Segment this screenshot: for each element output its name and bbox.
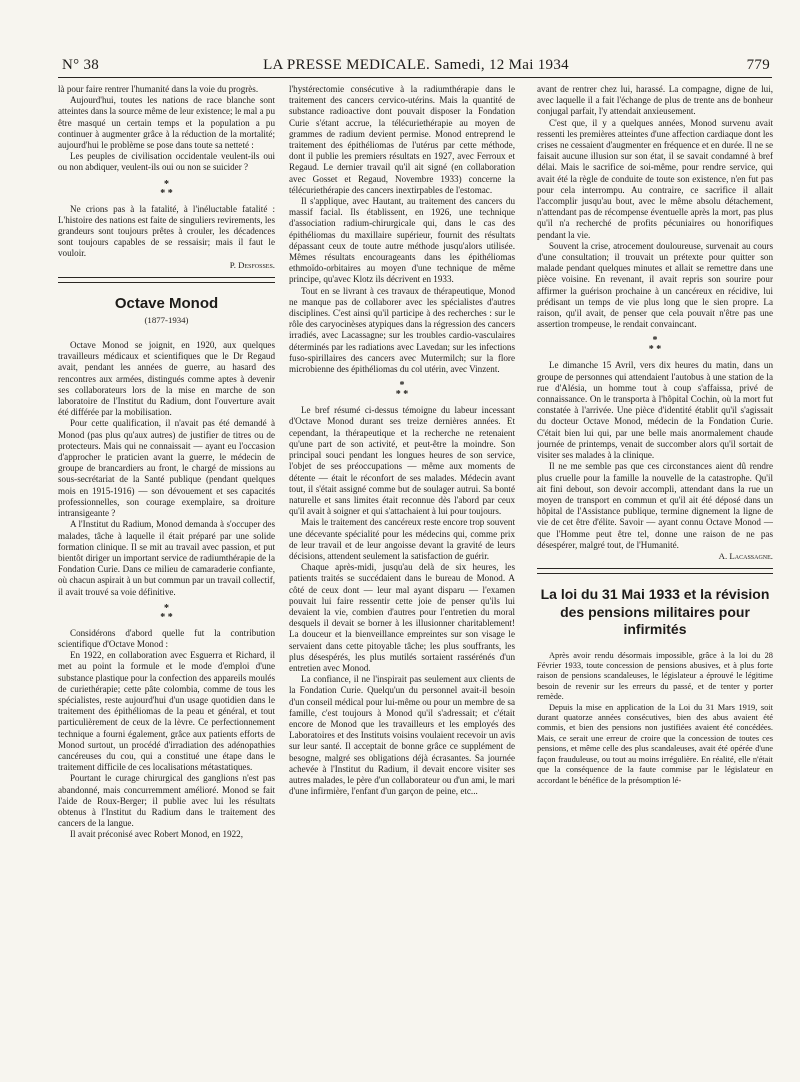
paragraph: La confiance, il ne l'inspirait pas seulement aux clients de la Fondation Curie. Quelqu'un du personnel avait-il besoin d'un conseil médical pour lui-même ou pour un membre de sa famille, c'est toujours à Monod qu'il s'adressait; et c'était encore de Monod que les travailleurs et les employés des Laboratoires et des Instituts voisins voulaient recevoir un avis sur leur santé. Il acceptait de bonne grâce ce supplément de besogne, malgré ses obligations déjà écrasantes. Sa journée achevée à l'Institut du Radium, il devait encore visiter ses autres malades, le père d'un collaborateur ou d'un ami, le mari d'une infirmière, l'enfant d'un garçon de peine, etc... (289, 674, 515, 797)
paragraph: Considérons d'abord quelle fut la contribution scientifique d'Octave Monod : (58, 627, 275, 649)
paragraph: Le bref résumé ci-dessus témoigne du labeur incessant d'Octave Monod durant ses treize dernières années. Et cependant, la thérapeutique et la recherche ne retenaient qu'une part de son activité, et peut-être la moindre. Son principal souci pendant les longues heures de son service, l'objet de ses préoccupations — même aux moments de détente — était le réconfort de ses malades. Médecin avant tout, il s'était assigné comme but de soulager autrui. Sa bonté naturelle et sans limites était reconnue dès l'abord par ceux qu'il avait à soigner et qui s'attachaient à lui pour toujours. (289, 405, 515, 517)
paragraph: Mais le traitement des cancéreux reste encore trop souvent une décevante spécialité pour les médecins qui, comme prix de leur travail et de leur angoisse devant la gravité de leurs décisions, attendent seulement la satisfaction de guérir. (289, 517, 515, 561)
journal-title: LA PRESSE MEDICALE. Samedi, 12 Mai 1934 (263, 57, 569, 73)
paragraph: C'est que, il y a quelques années, Monod survenu avait ressenti les premières atteintes d'une affection cardiaque dont les crises ne cessaient d'augmenter en fréquence et en durée. Il ne se faisait aucune illusion sur son état, il se savait condamné à bref délai. Mais le sacrifice de soi-même, pour rendre service, qui avait été la règle de conduite de toute son existence, n'en fut pas pour cela interrompu. Au contraire, ce sacrifice il allait l'accomplir jusqu'au bout, avec le même absolu détachement, n'attendant pas de récompense éventuelle après la mort, pas plus qu'il n'a recherché de profits pécuniaires ou honorifiques pendant la vie. (537, 117, 773, 240)
paragraph: A l'Institut du Radium, Monod demanda à s'occuper des malades, tâche à laquelle il était préparé par une solide formation clinique. Il se mit au travail avec passion, et put bientôt diriger un important service de radiumthérapie de la Fondation Curie. Dans ce milieu de camaraderie confiante, où chacun aspirait à un but commun par un travail collectif, il avait trouvé sa voie définitive. (58, 519, 275, 597)
paragraph: Octave Monod se joignit, en 1920, aux quelques travailleurs médicaux et scientifiques que le Dr Regaud avait, pendant les années de guerre, au hasard des rencontres aux armées, distingués comme aptes à devenir ses collaborateurs lors de la mise en marche de son laboratoire de l'Institut du Radium, dont l'ouverture avait été différée par la mobilisation. (58, 340, 275, 418)
section-rule (537, 568, 773, 569)
column-3 (537, 84, 773, 1074)
paragraph: Ne crions pas à la fatalité, à l'inéluctable fatalité : L'histoire des nations est faite de singuliers revirements, les grandeurs sont toujours prêtes à crouler, les décadences sont toujours capables de se ressaisir; mais il faut le vouloir. (58, 203, 275, 259)
paragraph: En 1922, en collaboration avec Esguerra et Richard, il met au point la formule et le mode d'emploi d'une substance plastique pour la confection des appareils moulés de curiethérapie; cette pâte colombia, comme de tous les spécialistes, reste aujourd'hui d'un usage quotidien dans le traitement des épithéliomas de la peau et général, et tout particulièrement de ceux de la lèvre. Ce perfectionnement technique a fourni également, grâce aux patients efforts de Monod surtout, un procédé d'irradiation des adénopathies cancéreuses du cou, qui a constitué une étape dans le traitement difficile de ces localisations métastatiques. (58, 650, 275, 773)
signature: A. Lacassagne. (718, 550, 773, 561)
paragraph: Pourtant le curage chirurgical des ganglions n'est pas abandonné, mais concurremment amélioré. Monod se fait l'aide de Roux-Berger; il publie avec lui les résultats obtenus à l'Institut du Radium dans le traitement des cancers de la langue. (58, 773, 275, 829)
section-rule (58, 282, 275, 283)
signature: P. Desfosses. (229, 259, 275, 270)
paragraph: Le dimanche 15 Avril, vers dix heures du matin, dans un groupe de personnes qui attendaient l'autobus à une station de la rue d'Alésia, un homme tout à coup s'affaissa, privé de connaissance. On le transporta à l'hôpital Cochin, où la mort fut constatée à l'arrivée. Une pièce d'identité établit qu'il s'agissait du docteur Octave Monod, médecin de la Fondation Curie. C'était bien lui qui, par une belle mais anormalement chaude journée de printemps, venait de succomber alors qu'il sortait de visiter ses malades à la clinique. (537, 360, 773, 461)
paragraph: avant de rentrer chez lui, harassé. La compagne, digne de lui, avec laquelle il a fait l'échange de plus de trente ans de bonheur conjugal parfait, l'y attendait anxieusement. (537, 84, 773, 117)
paragraph: l'hystérectomie consécutive à la radiumthérapie dans le traitement des cancers cervico-utérins. Mais la quantité de substance radioactive dont pouvait disposer la Fondation Curie s'étant accrue, la télécuriethérapie au moyen de grammes de radium devient permise. Monod entreprend le traitement des épithéliomas de l'utérus par cette méthode, dont il publie les premiers résultats en 1927, avec Ferroux et Regaud. Le dernier travail qu'il ait signé (en collaboration avec Gosset et Regaud, Novembre 1933) concerne la télécuriethérapie des cancers inextirpables de l'estomac. (289, 84, 515, 195)
paragraph: Après avoir rendu désormais impossible, grâce à la loi du 28 Février 1933, toute concession de pensions abusives, et à plus forte raison de pensions scandaleuses, le législateur a éprouvé le légitime besoin de revenir sur les erreurs du passé, et de tenter y porter remède. (537, 650, 773, 702)
section-stars: * * * (160, 602, 173, 623)
paragraph: Pour cette qualification, il n'avait pas été demandé à Monod (pas plus qu'aux autres) de justifier de titres ou de protecteurs. Mais qui ne connaissait — ayant eu l'occasion d'approcher le praticien avant la guerre, le médecin de groupe de brancardiers au front, le chargé de missions au sous-secrétariat de la Santé publique (pendant quelques mois en 1915-1916) — son dévouement et ses capacités professionnelles, son courage exemplaire, sa droiture intransigeante ? (58, 418, 275, 519)
page-number: 779 (746, 57, 770, 73)
paragraph: Les peuples de civilisation occidentale veulent-ils oui ou non abdiquer, veulent-ils oui ou non se suicider ? (58, 151, 275, 173)
column-1 (58, 84, 275, 1074)
article-title: La loi du 31 Mai 1933 et la révision des pensions militaires pour infirmités (540, 586, 770, 638)
paragraph: Depuis la mise en application de la Loi du 31 Mars 1919, soit durant quatorze années consécutives, bien des abus avaient été commis, et bien des pensions non justifiées avaient été concédées. Mais, ce serait une erreur de croire que la concession de toutes ces pensions, et même celle des plus scandaleuses, avait été opérée d'une façon frauduleuse, ou tout au moins irrégulière. En réalité, elle n'était que la conséquence de la faute commise par le législateur en accordant le bénéfice de la présomption lé- (537, 702, 773, 785)
paragraph: Il s'applique, avec Hautant, au traitement des cancers du massif facial. Ils établissent, en 1926, une technique d'association radium-chirurgicale qui, dans le cas des épithéliomas du maxillaire supérieur, fournit des résultats dépassant ceux de toute autre méthode jusqu'alors utilisée. Mêmes résultats encourageants dans les épithéliomas ethmoïdo-orbitaires au moyen d'une technique de même principe, qu'avec Klotz ils décrivent en 1933. (289, 196, 515, 285)
masthead (62, 48, 770, 74)
paragraph: Tout en se livrant à ces travaux de thérapeutique, Monod ne manque pas de collaborer avec les spécialistes d'autres disciplines. C'est ainsi qu'il participe à des recherches : sur le rôle des caryocinèses atypiques dans la régression des cancers irradiés, avec Lacassagne; sur les troubles cardio-vasculaires déterminés par les radiations avec Lavedan; sur les infections fuso-spirillaires des cancers avec Mutermilch; sur la flore microbienne des épithéliomas du col utérin, avec Vinzent. (289, 285, 515, 375)
paragraph: Il avait préconisé avec Robert Monod, en 1922, (70, 829, 243, 840)
obituary-dates: (1877-1934) (144, 314, 189, 325)
article-body (537, 651, 773, 786)
obituary-title: Octave Monod (114, 294, 219, 312)
paragraph: Aujourd'hui, toutes les nations de race blanche sont atteintes dans la source même de leur existence; le mal a pu être masqué un certain temps et la population a pu continuer à augmenter grâce à la réduction de la mortalité; aujourd'hui le problème se pose dans toute sa netteté : (58, 95, 275, 151)
header-rule (58, 77, 772, 78)
paragraph: Il ne me semble pas que ces circonstances aient dû rendre plus cruelle pour la famille la nouvelle de la catastrophe. Qu'il ait fini debout, son devoir accompli, attendant dans la rue un moyen de transport en commun et qu'il ait été déposé dans un hôpital de l'Assistance publique, termine dignement la ligne de vie de cet être d'élite. Savoir — ayant connu Octave Monod — que l'Homme peut être tel, donne une raison de ne pas désespérer, malgré tout, de l'Humanité. (537, 461, 773, 550)
paragraph: Chaque après-midi, jusqu'au delà de six heures, les patients traités se succédaient dans le bureau de Monod. A côté de ceux dont — leur mal ayant disparu — l'examen pouvait lui faire ressentir cette joie de penser qu'ils lui devaient la vie, combien d'autres pour l'entretien du moral desquels il devait se borner à les illusionner charitablement! La douceur et la bienveillance empreintes sur son visage le servaient dans cette pitoyable tâche; les plus souffrants, les plus désespérés, les plus mutilés sortaient rassérénés d'un entretien avec Monod. (289, 562, 515, 673)
section-stars: * * * (160, 178, 173, 199)
paragraph: Souvent la crise, atrocement douloureuse, survenait au cours d'une consultation; il trouvait un prétexte pour quitter son malade pendant quelques minutes et allait se remettre dans une pièce voisine. En revenant, il avait repris son sourire pour affirmer la guérison prochaine à un cancéreux en récidive, lui prédisant un temps de vie plus long que le sien propre. La raison, qu'il avait, de penser que cela pouvait n'être pas une assertion trompeuse, le rendait convaincant. (537, 240, 773, 330)
section-stars: * * * (395, 380, 409, 401)
column-2 (289, 84, 515, 1074)
section-rule (58, 277, 275, 278)
paragraph: là pour faire rentrer l'humanité dans la voie du progrès. (58, 84, 259, 94)
section-stars: * * * (648, 335, 662, 356)
issue-number: N° 38 (62, 57, 100, 73)
section-rule (537, 573, 773, 574)
